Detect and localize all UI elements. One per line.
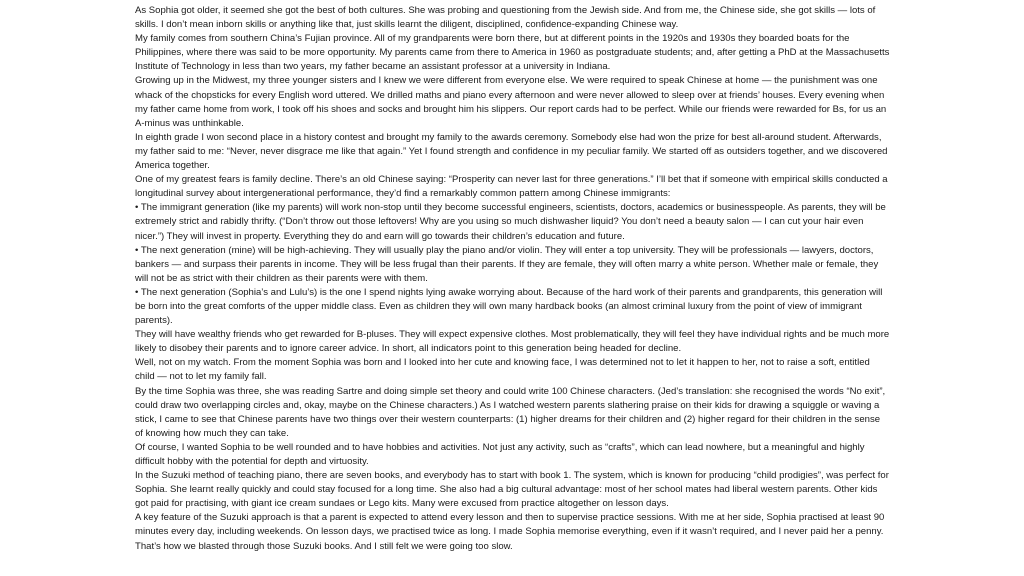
paragraph: They will have wealthy friends who get rewarded for B-pluses. They will expect expensive clothes. Most problematically, they will feel they have individual rights and be much more likely to disobey their parents and to ignore career advice. In short, all indicators point to this generation being headed for decline. [135,329,890,355]
document-body [135,4,890,554]
paragraph: A key feature of the Suzuki approach is that a parent is expected to attend every lesson and then to supervise practice sessions. With me at her side, Sophia practised at least 90 minutes every day, including weekends. On lesson days, we practised twice as long. I made Sophia memorise everything, even if it wasn’t required, and I never paid her a penny. That’s how we blasted through those Suzuki books. And I still felt we were going too slow. [135,512,885,552]
paragraph: As Sophia got older, it seemed she got the best of both cultures. She was probing and questioning from the Jewish side. And from me, the Chinese side, she got skills — lots of skills. I don’t mean inborn skills or anything like that, just skills learnt the diligent, disciplined, confidence-expanding Chinese way. [135,5,876,31]
paragraph: Of course, I wanted Sophia to be well rounded and to have hobbies and activities. Not just any activity, such as “crafts”, which can lead nowhere, but a meaningful and highly difficult hobby with the potential for depth and virtuosity. [135,441,865,467]
paragraph: In the Suzuki method of teaching piano, there are seven books, and everybody has to start with book 1. The system, which is known for producing “child prodigies”, was perfect for Sophia. She learnt really quickly and could stay focused for a long time. She also had a big cultural advantage: most of her school mates had liberal western parents. Other kids got paid for practising, with giant ice cream sundaes or Lego kits. Many were excused from practice altogether on lesson days. [135,470,889,510]
bullet-paragraph: • The next generation (Sophia’s and Lulu’s) is the one I spend nights lying awake worrying about. Because of the hard work of their parents and grandparents, this generation will be born into the great comforts of the upper middle class. Even as children they will own many hardback books (an almost criminal luxury from the point of view of immigrant parents). [135,286,883,327]
paragraph: Well, not on my watch. From the moment Sophia was born and I looked into her cute and knowing face, I was determined not to let it happen to her, not to raise a soft, entitled child — not to let my family fall. [135,357,870,383]
paragraph: My family comes from southern China’s Fujian province. All of my grandparents were born there, but at different points in the 1920s and 1930s they boarded boats for the Philippines, where there was said to be more opportunity. My parents came from there to America in 1960 as postgraduate students; and, after getting a PhD at the Massachusetts Institute of Technology in less than two years, my father became an assistant professor at a university in Indiana. [135,33,890,73]
bullet-paragraph: • The next generation (mine) will be high-achieving. They will usually play the piano and/or violin. They will enter a top university. They will be professionals — lawyers, doctors, bankers — and surpass their parents in income. They will be less frugal than their parents. If they are female, they will often marry a white person. Whether male or female, they will not be as strict with their children as their parents were with them. [135,244,879,284]
paragraph: In eighth grade I won second place in a history contest and brought my family to the awards ceremony. Somebody else had won the prize for best all-around student. Afterwards, my father said to me: “Never, never disgrace me like that again.” Yet I found strength and confidence in my peculiar family. We started off as outsiders together, and we discovered America together. [135,131,888,172]
paragraph: One of my greatest fears is family decline. There’s an old Chinese saying: “Prosperity can never last for three generations.” I’ll bet that if someone with empirical skills conducted a longitudinal survey about intergenerational performance, they’d find a remarkably common pattern among Chinese immigrants: [135,174,888,200]
paragraph: By the time Sophia was three, she was reading Sartre and doing simple set theory and could write 100 Chinese characters. (Jed’s translation: she recognised the words “No exit”, could draw two overlapping circles and, okay, maybe on the Chinese characters.) As I watched western parents slathering praise on their kids for drawing a squiggle or waving a stick, I came to see that Chinese parents have two things over their western counterparts: (1) higher dreams for their children and (2) higher regard for their children in the sense of knowing how much they can take. [135,385,886,439]
paragraph: Growing up in the Midwest, my three younger sisters and I knew we were different from everyone else. We were required to speak Chinese at home — the punishment was one whack of the chopsticks for every English word uttered. We drilled maths and piano every afternoon and were never allowed to sleep over at friends’ houses. Every evening when my father came home from work, I took off his shoes and socks and brought him his slippers. Our report cards had to be perfect. While our friends were rewarded for Bs, for us an A-minus was unthinkable. [135,75,887,129]
bullet-paragraph: • The immigrant generation (like my parents) will work non-stop until they become successful engineers, scientists, doctors, academics or businesspeople. As parents, they will be extremely strict and rabidly thrifty. (“Don’t throw out those leftovers! Why are you using so much dishwasher liquid? You don’t need a beauty salon — I can cut your hair even nicer.”) They will invest in property. Everything they do and earn will go towards their children’s education and future. [135,202,886,242]
